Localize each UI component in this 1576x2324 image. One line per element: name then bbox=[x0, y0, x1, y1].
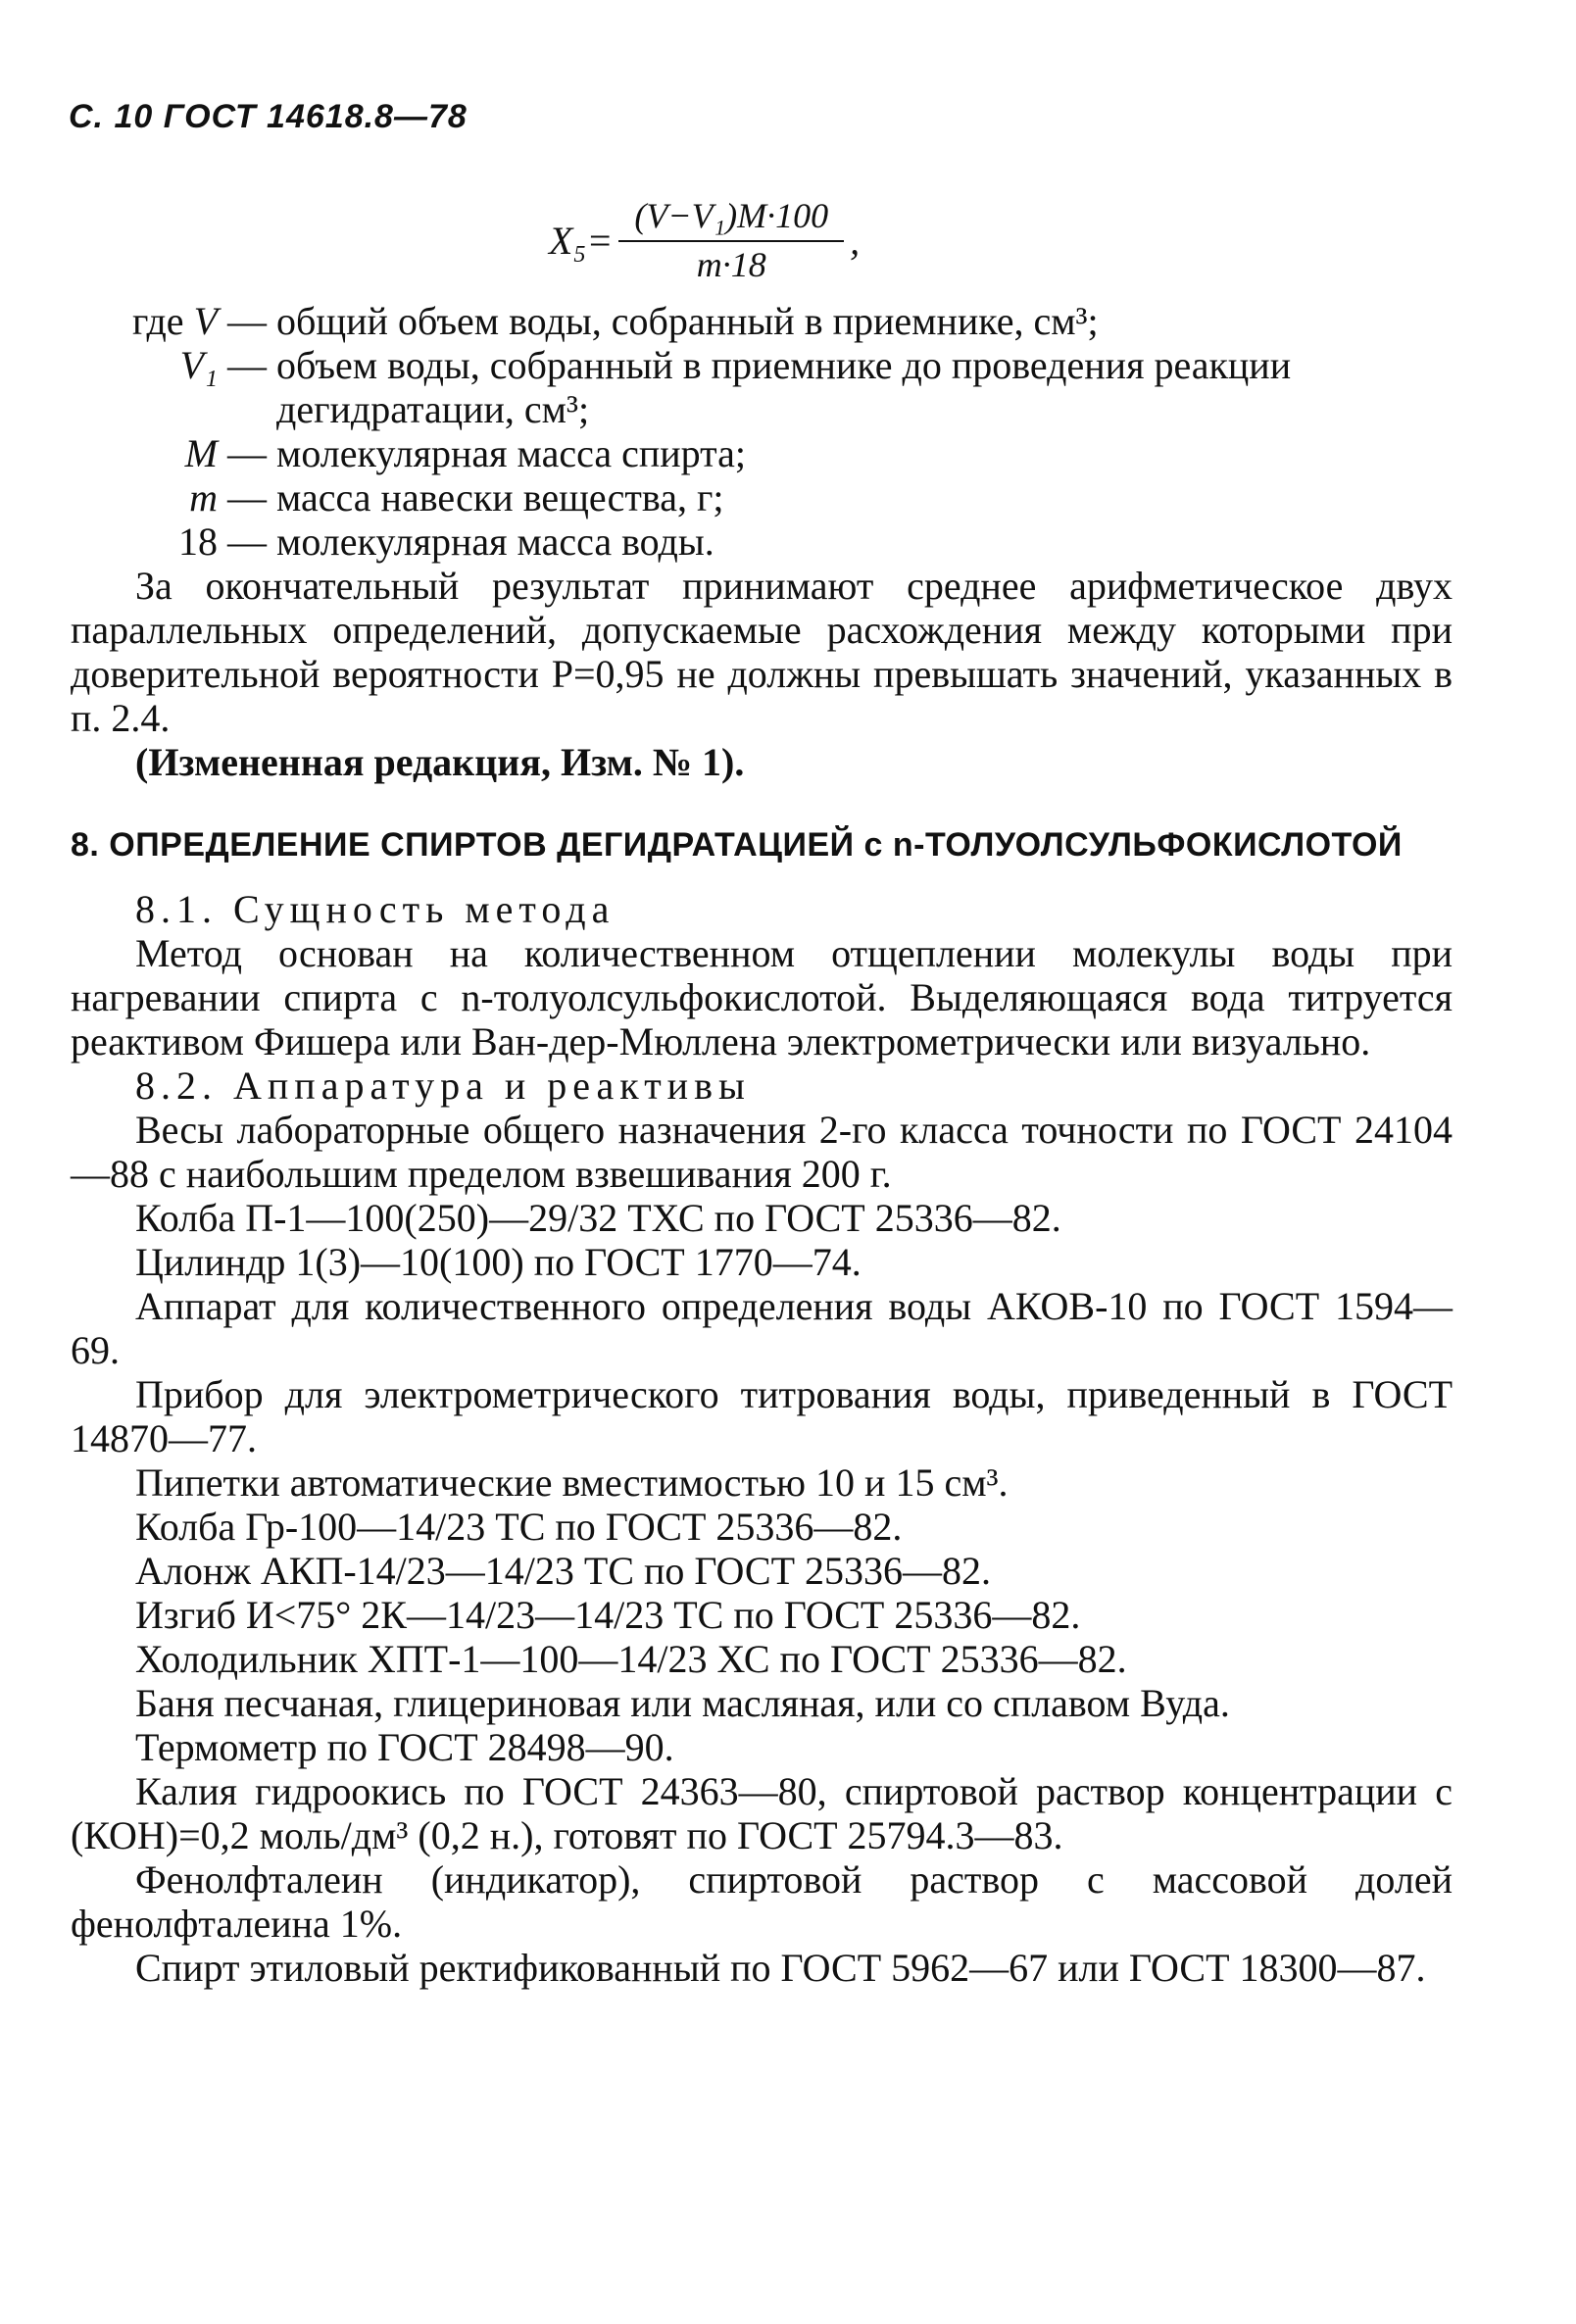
equipment-item: Калия гидроокись по ГОСТ 24363—80, спиртовой раствор концентрации с (КОН)=0,2 моль/дм³ (0,2 н.), готовят по ГОСТ 25794.3—83. bbox=[71, 1769, 1453, 1857]
where-definition: объем воды, собранный в приемнике до проведения реакции дегидратации, см³; bbox=[276, 343, 1292, 431]
subsection-8-1-heading: 8.1. Сущность метода bbox=[135, 887, 616, 931]
equipment-item: Аппарат для количественного определения воды АКОВ-10 по ГОСТ 1594—69. bbox=[71, 1284, 1453, 1372]
equipment-item: Изгиб И<75° 2К—14/23—14/23 ТС по ГОСТ 25336—82. bbox=[135, 1593, 1081, 1637]
equipment-item: Прибор для электрометрического титрования воды, приведенный в ГОСТ 14870—77. bbox=[71, 1372, 1453, 1460]
formula-trail: , bbox=[850, 218, 861, 263]
equipment-item: Холодильник ХПТ-1—100—14/23 ХС по ГОСТ 25336—82. bbox=[135, 1637, 1127, 1681]
formula-lhs: X₅= bbox=[549, 218, 614, 263]
subsection-8-1-text: Метод основан на количественном отщеплении молекулы воды при нагревании спирта с n-толуолсульфокислотой. Выделяющаяся вода титруется реактивом Фишера или Ван-дер-Мюллена электрометрически или визуально. bbox=[71, 931, 1453, 1063]
where-definition: общий объем воды, собранный в приемнике, см³; bbox=[276, 299, 1099, 343]
where-definition: масса навески вещества, г; bbox=[276, 475, 724, 519]
equipment-item: Баня песчаная, глицериновая или масляная, или со сплавом Вуда. bbox=[135, 1681, 1230, 1725]
equipment-item: Алонж АКП-14/23—14/23 ТС по ГОСТ 25336—82. bbox=[135, 1549, 992, 1593]
formula-fraction bbox=[618, 195, 844, 285]
where-symbol: M — bbox=[184, 431, 267, 475]
equipment-item: Колба Гр-100—14/23 ТС по ГОСТ 25336—82. bbox=[135, 1505, 903, 1549]
equipment-item: Колба П-1—100(250)—29/32 ТХС по ГОСТ 25336—82. bbox=[135, 1196, 1061, 1240]
where-symbol: m — bbox=[189, 475, 267, 519]
section-8-title: 8. ОПРЕДЕЛЕНИЕ СПИРТОВ ДЕГИДРАТАЦИЕЙ с n-ТОЛУОЛСУЛЬФОКИСЛОТОЙ bbox=[71, 826, 1403, 864]
where-definition: молекулярная масса воды. bbox=[276, 519, 714, 564]
where-symbol: 18 — bbox=[178, 519, 267, 564]
where-definition: молекулярная масса спирта; bbox=[276, 431, 746, 475]
page-header: С. 10 ГОСТ 14618.8—78 bbox=[69, 98, 468, 135]
where-list bbox=[71, 299, 1453, 564]
equipment-item: Весы лабораторные общего назначения 2-го класса точности по ГОСТ 24104—88 с наибольшим пределом взвешивания 200 г. bbox=[71, 1108, 1453, 1196]
formula-denominator: m·18 bbox=[696, 245, 766, 284]
where-symbol: где V — bbox=[132, 299, 267, 343]
subsection-8-2-heading: 8.2. Аппаратура и реактивы bbox=[135, 1063, 751, 1108]
result-paragraph: За окончательный результат принимают среднее арифметическое двух параллельных определений, допускаемые расхождения между которыми при доверительной вероятности P=0,95 не должны превышать значений, указанных в п. 2.4. bbox=[71, 564, 1453, 740]
equipment-item: Пипетки автоматические вместимостью 10 и 15 см³. bbox=[135, 1460, 1009, 1505]
equipment-item: Спирт этиловый ректификованный по ГОСТ 5962—67 или ГОСТ 18300—87. bbox=[135, 1946, 1426, 1990]
where-symbol: V₁ — bbox=[179, 343, 267, 387]
equipment-item: Термометр по ГОСТ 28498—90. bbox=[135, 1725, 674, 1769]
equipment-item: Фенолфталеин (индикатор), спиртовой раствор с массовой долей фенолфталеина 1%. bbox=[71, 1857, 1453, 1946]
formula bbox=[549, 191, 860, 289]
amendment-note: (Измененная редакция, Изм. № 1). bbox=[135, 740, 745, 784]
formula-numerator: (V−V₁)M·100 bbox=[618, 195, 844, 242]
equipment-item: Цилиндр 1(3)—10(100) по ГОСТ 1770—74. bbox=[135, 1240, 862, 1284]
where-intro: где bbox=[132, 299, 184, 343]
body-text bbox=[71, 299, 1453, 1990]
